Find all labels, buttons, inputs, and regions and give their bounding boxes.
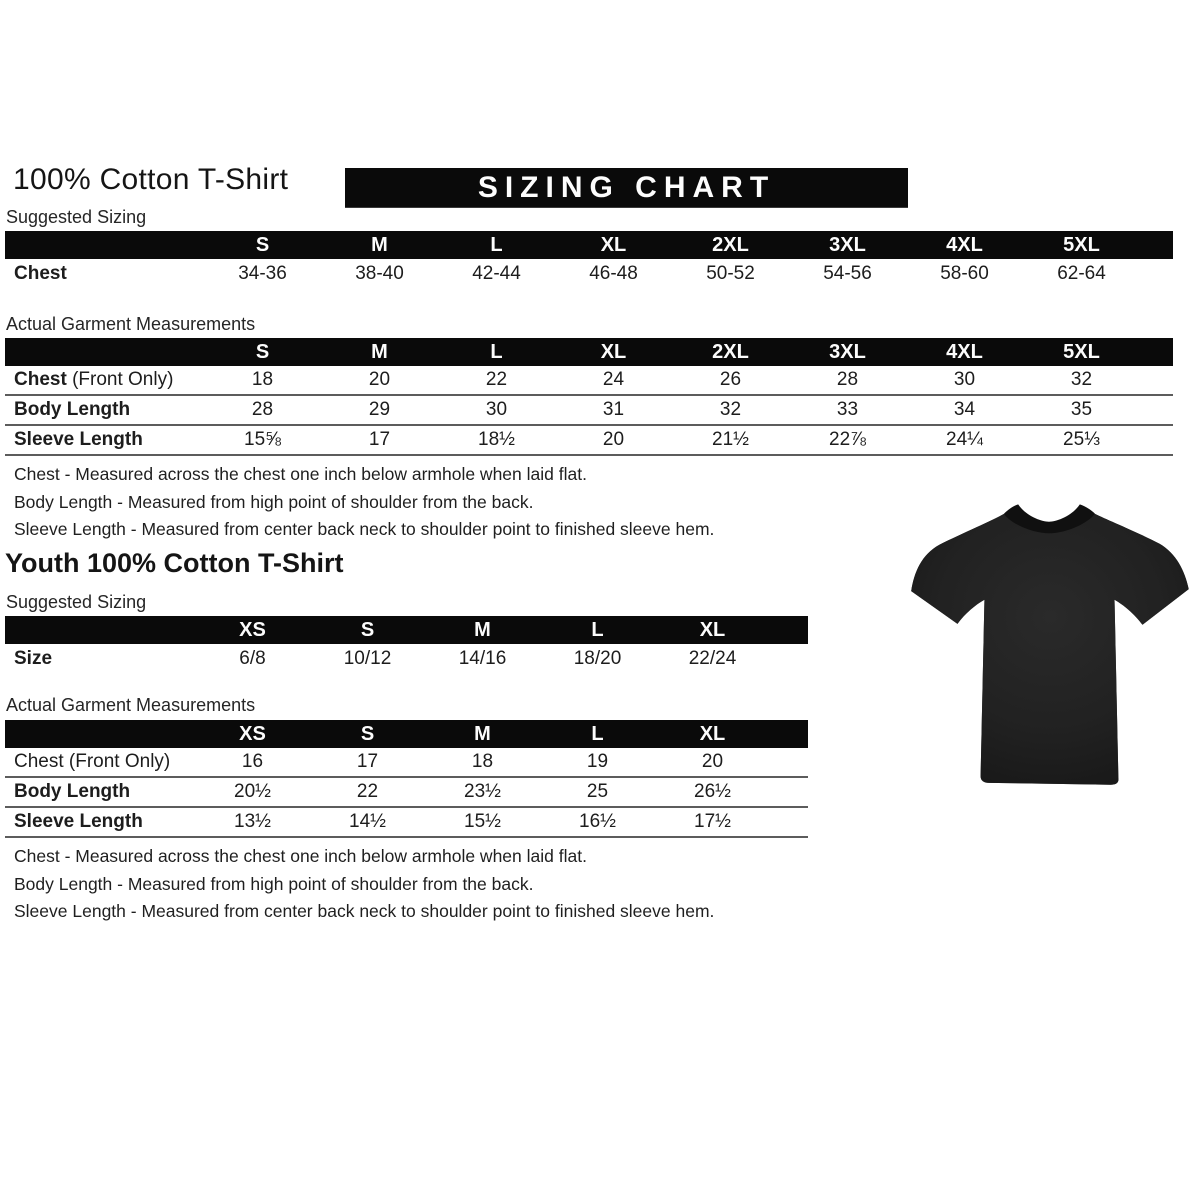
cell-value: 22	[485, 369, 508, 390]
column-header-xs: XS	[239, 722, 266, 745]
row-label	[5, 399, 204, 421]
cell-value: 24	[602, 369, 625, 390]
cell-value: 22/24	[688, 648, 737, 669]
adult-actual-measurements-label: Actual Garment Measurements	[6, 314, 256, 334]
table-header-row	[5, 231, 1173, 259]
row-label-text: Chest	[14, 263, 67, 284]
table-row	[5, 644, 808, 674]
column-header-l: L	[490, 233, 503, 256]
youth-measurement-notes	[14, 843, 714, 926]
table-row	[5, 778, 808, 808]
cell-value: 14½	[349, 811, 386, 832]
tshirt-shading	[911, 514, 1189, 785]
cell-value: 54-56	[823, 263, 872, 284]
row-label	[5, 781, 195, 803]
column-header-l: L	[490, 340, 503, 363]
note-sleeve-length: Sleeve Length - Measured from center back neck to shoulder point to finished sleeve hem.	[14, 519, 715, 540]
column-header-s: S	[255, 340, 270, 363]
adult-suggested-sizing-label: Suggested Sizing	[6, 207, 147, 227]
cell-value: 26½	[694, 781, 731, 802]
column-header-xl: XL	[699, 722, 726, 745]
youth-suggested-sizing-table	[5, 616, 808, 674]
cell-value: 50-52	[706, 263, 755, 284]
column-header-m: M	[371, 233, 388, 256]
row-label-text: Sleeve Length	[14, 811, 143, 832]
youth-actual-measurements-table	[5, 720, 808, 838]
cell-value: 15½	[464, 811, 501, 832]
cell-value: 20	[368, 369, 391, 390]
row-label	[5, 751, 195, 773]
cell-value: 34-36	[238, 263, 287, 284]
sizing-chart-banner-text: SIZING CHART	[477, 170, 776, 204]
cell-value: 28	[836, 369, 859, 390]
cell-value: 35	[1070, 399, 1093, 420]
cell-value: 19	[586, 751, 609, 772]
row-label-text: Chest (Front Only)	[14, 751, 171, 772]
adult-suggested-sizing-table	[5, 231, 1173, 289]
row-label	[5, 429, 204, 451]
column-header-xs: XS	[239, 618, 266, 641]
note-chest: Chest - Measured across the chest one inch below armhole when laid flat.	[14, 464, 587, 484]
column-header-3xl: 3XL	[829, 233, 866, 256]
youth-actual-measurements-label: Actual Garment Measurements	[6, 695, 256, 715]
cell-value: 23½	[464, 781, 501, 802]
cell-value: 21½	[712, 429, 749, 450]
cell-value: 24¼	[946, 429, 983, 450]
table-row	[5, 808, 808, 838]
note-body-length: Body Length - Measured from high point of shoulder from the back.	[14, 873, 534, 894]
cell-value: 18	[251, 369, 274, 390]
row-label-suffix: (Front Only)	[66, 369, 174, 390]
column-header-5xl: 5XL	[1063, 340, 1100, 363]
cell-value: 30	[485, 399, 508, 420]
table-header-row	[5, 720, 808, 748]
cell-value: 25	[586, 781, 609, 802]
note-body-length: Body Length - Measured from high point of shoulder from the back.	[14, 491, 534, 512]
cell-value: 18/20	[573, 648, 622, 669]
cell-value: 17	[356, 751, 379, 772]
adult-measurement-notes	[14, 461, 714, 544]
cell-value: 20	[602, 429, 625, 450]
row-label	[5, 369, 204, 391]
cell-value: 32	[1070, 369, 1093, 390]
cell-value: 13½	[234, 811, 271, 832]
cell-value: 16	[241, 751, 264, 772]
cell-value: 62-64	[1057, 263, 1106, 284]
adult-actual-measurements-table	[5, 338, 1173, 456]
row-label-text: Body Length	[14, 399, 131, 420]
note-chest: Chest - Measured across the chest one inch below armhole when laid flat.	[14, 846, 587, 866]
cell-value: 17½	[694, 811, 731, 832]
column-header-l: L	[591, 722, 604, 745]
cell-value: 18	[471, 751, 494, 772]
cell-value: 31	[602, 399, 625, 420]
cell-value: 17	[368, 429, 391, 450]
column-header-2xl: 2XL	[712, 340, 749, 363]
column-header-m: M	[474, 722, 491, 745]
column-header-4xl: 4XL	[946, 233, 983, 256]
cell-value: 15⅝	[244, 429, 281, 450]
cell-value: 29	[368, 399, 391, 420]
cell-value: 32	[719, 399, 742, 420]
row-label	[5, 648, 195, 670]
cell-value: 16½	[579, 811, 616, 832]
cell-value: 42-44	[472, 263, 521, 284]
cell-value: 20	[701, 751, 724, 772]
table-header-row	[5, 616, 808, 644]
cell-value: 10/12	[343, 648, 392, 669]
note-sleeve-length: Sleeve Length - Measured from center back neck to shoulder point to finished sleeve hem.	[14, 901, 715, 922]
cell-value: 26	[719, 369, 742, 390]
column-header-5xl: 5XL	[1063, 233, 1100, 256]
cell-value: 46-48	[589, 263, 638, 284]
column-header-xl: XL	[600, 233, 627, 256]
table-row	[5, 366, 1173, 396]
column-header-xl: XL	[699, 618, 726, 641]
cell-value: 30	[953, 369, 976, 390]
cell-value: 22	[356, 781, 379, 802]
cell-value: 58-60	[940, 263, 989, 284]
cell-value: 22⅞	[829, 429, 866, 450]
column-header-2xl: 2XL	[712, 233, 749, 256]
table-row	[5, 426, 1173, 456]
row-label-text: Body Length	[14, 781, 131, 802]
table-row	[5, 396, 1173, 426]
column-header-xl: XL	[600, 340, 627, 363]
column-header-4xl: 4XL	[946, 340, 983, 363]
row-label-text: Size	[14, 648, 53, 669]
page-title: 100% Cotton T-Shirt	[13, 163, 289, 196]
youth-suggested-sizing-label: Suggested Sizing	[6, 592, 147, 612]
youth-section-title: Youth 100% Cotton T-Shirt	[5, 548, 344, 578]
column-header-s: S	[360, 618, 375, 641]
column-header-s: S	[360, 722, 375, 745]
cell-value: 25⅓	[1063, 429, 1100, 450]
cell-value: 33	[836, 399, 859, 420]
row-label-text: Chest	[14, 369, 67, 390]
cell-value: 18½	[478, 429, 515, 450]
column-header-m: M	[371, 340, 388, 363]
row-label-text: Sleeve Length	[14, 429, 143, 450]
sizing-chart-banner	[345, 168, 908, 207]
cell-value: 14/16	[458, 648, 507, 669]
cell-value: 34	[953, 399, 976, 420]
cell-value: 28	[251, 399, 274, 420]
column-header-s: S	[255, 233, 270, 256]
row-label	[5, 263, 204, 285]
tshirt-photo	[900, 487, 1198, 805]
table-header-row	[5, 338, 1173, 366]
table-row	[5, 748, 808, 778]
cell-value: 6/8	[239, 648, 266, 669]
cell-value: 38-40	[355, 263, 404, 284]
column-header-m: M	[474, 618, 491, 641]
column-header-3xl: 3XL	[829, 340, 866, 363]
column-header-l: L	[591, 618, 604, 641]
cell-value: 20½	[234, 781, 271, 802]
table-row	[5, 259, 1173, 289]
row-label	[5, 811, 195, 833]
